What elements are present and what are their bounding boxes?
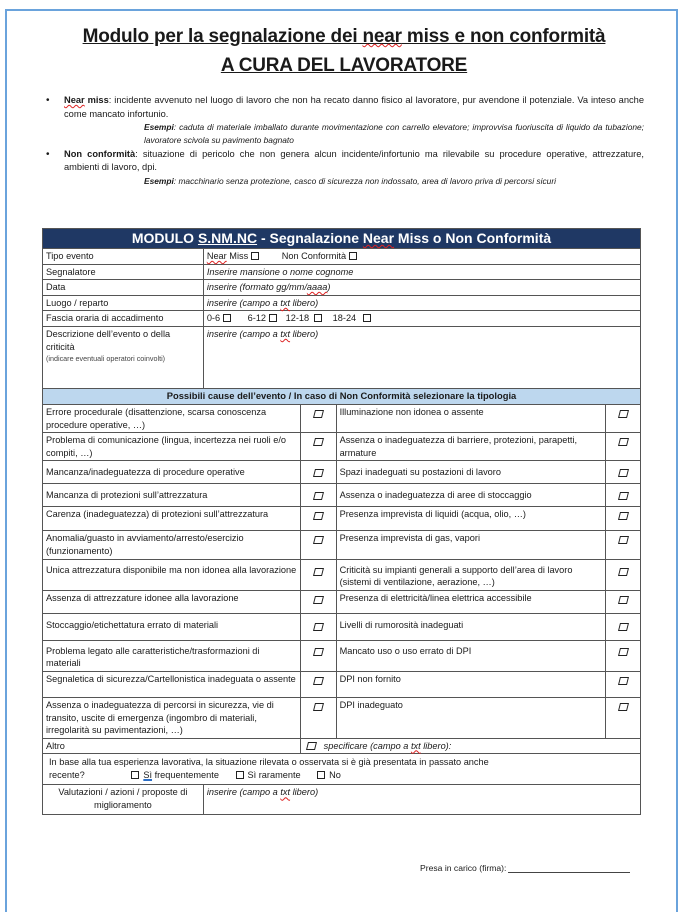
checkbox-icon xyxy=(618,677,629,685)
cause-row xyxy=(43,404,641,432)
cause-row xyxy=(43,507,641,531)
cause-right-label: Presenza di elettricità/linea elettrica accessibile xyxy=(336,590,605,613)
descrizione-label: Descrizione dell’evento o della criticità (indicare eventuali operatori coinvolti) xyxy=(43,326,204,388)
cause-left-checkbox[interactable] xyxy=(300,404,336,432)
cause-left-checkbox[interactable] xyxy=(300,507,336,531)
altro-label: Altro xyxy=(43,738,301,754)
form-header-title: MODULO S.NM.NC - Segnalazione Near Miss o Non Conformità xyxy=(43,229,641,249)
checkbox-icon xyxy=(618,410,629,418)
cause-left-label: Segnaletica di sicurezza/Cartellonistica inadeguata o assente xyxy=(43,671,301,697)
cause-row xyxy=(43,433,641,461)
cause-row xyxy=(43,484,641,507)
data-label: Data xyxy=(43,280,204,296)
fascia-0-6-checkbox[interactable] xyxy=(223,314,231,322)
report-form-table xyxy=(42,228,641,815)
cause-row xyxy=(43,531,641,559)
definition-term: Non conformità xyxy=(64,148,136,159)
cause-row xyxy=(43,671,641,697)
checkbox-icon xyxy=(618,568,629,576)
row-data xyxy=(43,280,641,296)
row-descrizione xyxy=(43,326,641,388)
question-cell xyxy=(43,754,641,785)
question-options xyxy=(49,769,634,782)
altro-checkbox[interactable] xyxy=(306,742,317,750)
cause-left-label: Carenza (inadeguatezza) di protezioni sull’attrezzatura xyxy=(43,507,301,531)
signature-line[interactable] xyxy=(508,872,630,873)
cause-row xyxy=(43,590,641,613)
cause-left-label: Mancanza di protezioni sull’attrezzatura xyxy=(43,484,301,507)
document-title: Modulo per la segnalazione dei near miss e non conformità xyxy=(82,26,606,47)
row-luogo xyxy=(43,295,641,311)
cause-right-checkbox[interactable] xyxy=(606,590,641,613)
si-frequentemente-checkbox[interactable] xyxy=(131,771,139,779)
checkbox-icon xyxy=(313,648,324,656)
near-miss-checkbox[interactable] xyxy=(251,252,259,260)
definition-term: Near miss xyxy=(64,95,109,105)
checkbox-icon xyxy=(313,568,324,576)
fascia-12-18-checkbox[interactable] xyxy=(314,314,322,322)
checkbox-icon xyxy=(313,492,324,500)
cause-right-label: Criticità su impianti generali a supporto dell’area di lavoro (sistemi di ventilazione, aerazione, …) xyxy=(336,559,605,590)
altro-input[interactable]: specificare (campo a txt libero): xyxy=(300,738,640,754)
cause-right-checkbox[interactable] xyxy=(606,671,641,697)
checkbox-icon xyxy=(313,536,324,544)
fascia-option-label: 0-6 xyxy=(206,313,221,324)
cause-left-label: Unica attrezzatura disponibile ma non idonea alla lavorazione xyxy=(43,559,301,590)
form-header xyxy=(43,229,641,249)
checkbox-icon xyxy=(618,512,629,520)
checkbox-icon xyxy=(313,596,324,604)
question-text-end: recente? xyxy=(49,770,85,781)
cause-left-checkbox[interactable] xyxy=(300,559,336,590)
row-segnalatore xyxy=(43,264,641,280)
fascia-option-label: 6-12 xyxy=(247,313,267,324)
no-checkbox[interactable] xyxy=(317,771,325,779)
definition-examples: Esempi: caduta di materiale imballato durante movimentazione con carrello elevatore; improvvisa fuoriuscita di liquido da tubazione; lavoratore scivola su pavimento bagnato xyxy=(144,122,644,146)
cause-left-checkbox[interactable] xyxy=(300,590,336,613)
fascia-18-24-checkbox[interactable] xyxy=(363,314,371,322)
row-valutazioni xyxy=(43,785,641,815)
checkbox-icon xyxy=(313,512,324,520)
non-conformita-checkbox[interactable] xyxy=(349,252,357,260)
tipo-evento-options xyxy=(203,249,640,265)
fascia-oraria-label: Fascia oraria di accadimento xyxy=(43,311,204,327)
signature-field xyxy=(420,863,630,873)
row-tipo-evento xyxy=(43,249,641,265)
cause-right-label: Assenza o inadeguatezza di barriere, protezioni, parapetti, armature xyxy=(336,433,605,461)
cause-right-checkbox[interactable] xyxy=(606,433,641,461)
cause-left-label: Errore procedurale (disattenzione, scarsa conoscenza procedure operative, …) xyxy=(43,404,301,432)
checkbox-icon xyxy=(313,677,324,685)
option-no: No xyxy=(329,770,341,781)
document-subtitle: A CURA DEL LAVORATORE xyxy=(220,55,468,76)
cause-left-checkbox[interactable] xyxy=(300,640,336,671)
cause-right-label: DPI inadeguato xyxy=(336,697,605,738)
signature-label: Presa in carico (firma): xyxy=(420,863,507,873)
valutazioni-input[interactable]: inserire (campo a txt libero) xyxy=(203,785,640,815)
segnalatore-label: Segnalatore xyxy=(43,264,204,280)
segnalatore-input[interactable]: Inserire mansione o nome cognome xyxy=(203,264,640,280)
causes-header-title: Possibili cause dell’evento / In caso di Non Conformità selezionare la tipologia xyxy=(43,388,641,404)
tipo-evento-label: Tipo evento xyxy=(43,249,204,265)
checkbox-icon xyxy=(618,703,629,711)
cause-right-label: DPI non fornito xyxy=(336,671,605,697)
cause-row xyxy=(43,697,641,738)
fascia-option-label: 18-24 xyxy=(332,313,357,324)
checkbox-icon xyxy=(618,648,629,656)
cause-left-label: Anomalia/guasto in avviamento/arresto/esercizio (funzionamento) xyxy=(43,531,301,559)
cause-right-label: Spazi inadeguati su postazioni di lavoro xyxy=(336,461,605,484)
cause-left-label: Problema di comunicazione (lingua, incertezza nei ruoli e/o compiti, …) xyxy=(43,433,301,461)
descrizione-note: (indicare eventuali operatori coinvolti) xyxy=(46,354,166,364)
checkbox-icon xyxy=(618,596,629,604)
cause-right-label: Presenza imprevista di gas, vapori xyxy=(336,531,605,559)
data-input[interactable]: inserire (formato gg/mm/aaaa) xyxy=(203,280,640,296)
cause-left-label: Assenza o inadeguatezza di percorsi in sicurezza, vie di transito, uscite di emergenza (ingombro di materiali, irregolarità su pavimentazioni, …) xyxy=(43,697,301,738)
cause-right-checkbox[interactable] xyxy=(606,531,641,559)
luogo-input[interactable]: inserire (campo a txt libero) xyxy=(203,295,640,311)
valutazioni-label: Valutazioni / azioni / proposte di miglioramento xyxy=(43,785,204,815)
cause-row xyxy=(43,461,641,484)
cause-left-label: Problema legato alle caratteristiche/trasformazioni di materiali xyxy=(43,640,301,671)
checkbox-icon xyxy=(618,623,629,631)
bullet-icon: • xyxy=(46,95,50,106)
cause-right-checkbox[interactable] xyxy=(606,697,641,738)
cause-right-checkbox[interactable] xyxy=(606,404,641,432)
fascia-oraria-options xyxy=(203,311,640,327)
definition-examples: Esempi: macchinario senza protezione, casco di sicurezza non indossato, area di lavoro priva di percorsi sicuri xyxy=(144,175,556,186)
row-question xyxy=(43,754,641,785)
cause-right-checkbox[interactable] xyxy=(606,613,641,640)
checkbox-icon xyxy=(618,492,629,500)
cause-left-checkbox[interactable] xyxy=(300,697,336,738)
cause-right-checkbox[interactable] xyxy=(606,507,641,531)
cause-right-label: Livelli di rumorosità inadeguati xyxy=(336,613,605,640)
option-si-raramente: Sì raramente xyxy=(247,770,301,781)
bullet-icon: • xyxy=(46,148,50,160)
cause-right-checkbox[interactable] xyxy=(606,640,641,671)
cause-right-label: Mancato uso o uso errato di DPI xyxy=(336,640,605,671)
fascia-6-12-checkbox[interactable] xyxy=(269,314,277,322)
luogo-label: Luogo / reparto xyxy=(43,295,204,311)
cause-left-label: Stoccaggio/etichettatura errato di materiali xyxy=(43,613,301,640)
definitions-list xyxy=(44,94,644,188)
cause-row xyxy=(43,640,641,671)
definition-text: : incidente avvenuto nel luogo di lavoro che non ha recato danno fisico al lavoratore, pur avendone il potenziale. Va inteso anche come mancato infortunio. xyxy=(64,95,644,119)
cause-row xyxy=(43,559,641,590)
checkbox-icon xyxy=(313,410,324,418)
cause-right-label: Assenza o inadeguatezza di aree di stoccaggio xyxy=(336,484,605,507)
cause-right-checkbox[interactable] xyxy=(606,484,641,507)
definition-text: : situazione di pericolo che non genera alcun incidente/infortunio ma rilevabile su procedure operative, attrezzature, ambienti di lavoro, dpi. xyxy=(64,148,644,173)
cause-left-label: Assenza di attrezzature idonee alla lavorazione xyxy=(43,590,301,613)
cause-left-label: Mancanza/inadeguatezza di procedure operative xyxy=(43,461,301,484)
row-fascia-oraria xyxy=(43,311,641,327)
cause-right-label: Presenza imprevista di liquidi (acqua, olio, …) xyxy=(336,507,605,531)
cause-left-checkbox[interactable] xyxy=(300,484,336,507)
cause-right-checkbox[interactable] xyxy=(606,461,641,484)
cause-row xyxy=(43,613,641,640)
checkbox-icon xyxy=(618,469,629,477)
checkbox-icon xyxy=(618,438,629,446)
si-raramente-checkbox[interactable] xyxy=(236,771,244,779)
row-altro xyxy=(43,738,641,754)
cause-left-checkbox[interactable] xyxy=(300,671,336,697)
cause-left-checkbox[interactable] xyxy=(300,461,336,484)
checkbox-icon xyxy=(313,438,324,446)
cause-right-checkbox[interactable] xyxy=(606,559,641,590)
definition-near-miss xyxy=(44,94,644,148)
option-near-miss-label: Near Miss xyxy=(206,251,249,261)
checkbox-icon xyxy=(313,623,324,631)
cause-right-label: Illuminazione non idonea o assente xyxy=(336,404,605,432)
causes-header xyxy=(43,388,641,404)
option-non-conformita-label: Non Conformità xyxy=(281,251,347,261)
checkbox-icon xyxy=(313,469,324,477)
descrizione-input[interactable]: inserire (campo a txt libero) xyxy=(203,326,640,388)
checkbox-icon xyxy=(618,536,629,544)
question-text: In base alla tua esperienza lavorativa, la situazione rilevata o osservata si è già presentata in passato anche xyxy=(49,757,489,768)
fascia-option-label: 12-18 xyxy=(285,313,310,324)
option-si-frequentemente: Sì frequentemente xyxy=(143,770,219,781)
checkbox-icon xyxy=(313,703,324,711)
definition-non-conformita xyxy=(44,148,644,188)
cause-left-checkbox[interactable] xyxy=(300,531,336,559)
cause-left-checkbox[interactable] xyxy=(300,613,336,640)
cause-left-checkbox[interactable] xyxy=(300,433,336,461)
